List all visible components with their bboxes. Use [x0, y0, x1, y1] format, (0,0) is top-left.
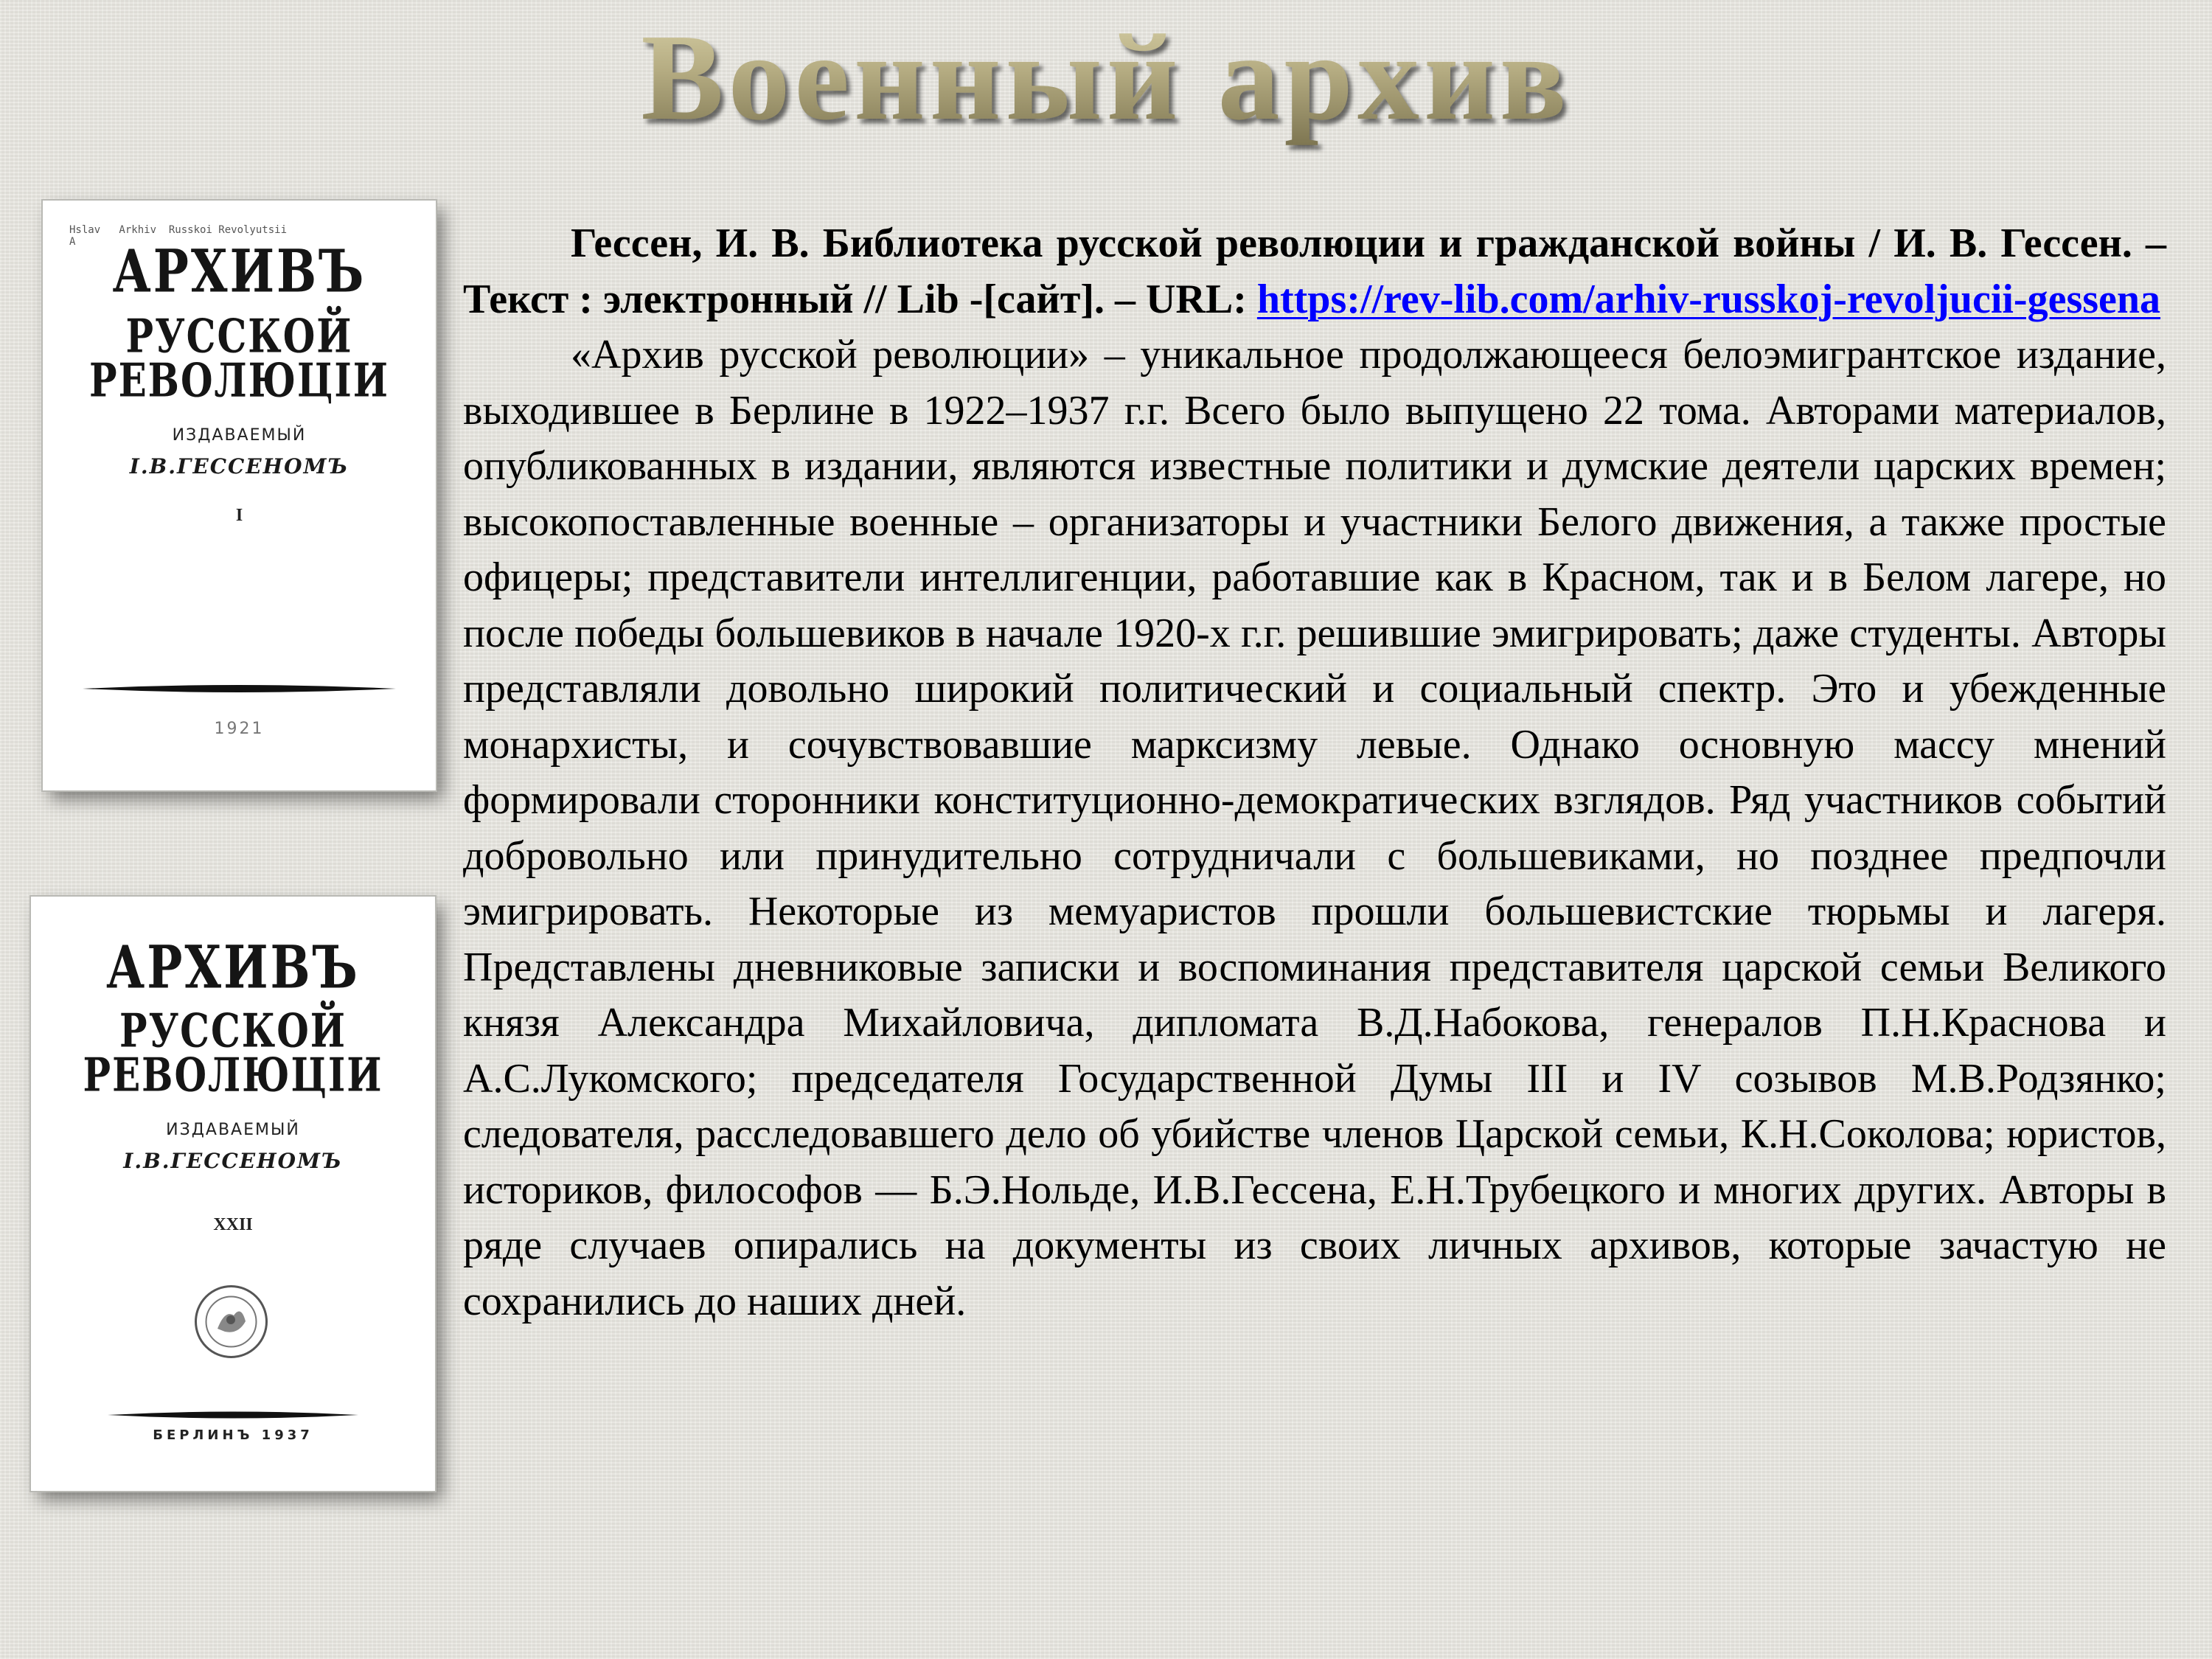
cover-title-revolution: РЕВОЛЮЦІИ	[88, 352, 390, 408]
cover-title-russian: РУССКОЙ	[125, 308, 353, 364]
cover-title-archive: АРХИВЪ	[112, 237, 366, 307]
cover-volume-number: XXII	[213, 1215, 253, 1234]
cover-title-archive: АРХИВЪ	[106, 933, 360, 1003]
book-cover-volume-22	[31, 897, 435, 1491]
archive-description: «Архив русской революции» – уникальное продолжающееся белоэмигрантское издание, выходившее в Берлине в 1922–1937 г.г. Всего было выпущено 22 тома. Авторами материалов, опубликованных в издании, являются известные политики и думские деятели царских времен; высокопоставленные военные – организаторы и участники Белого движения, а также простые офицеры; представители интеллигенции, работавшие как в Красном, так и в Белом лагере, но после победы большевиков в начале 1920-х г.г. решившие эмигрировать; даже студенты. Авторы представляли довольно широкий политический и социальный спектр. Это и убежденные монархисты, и сочувствовавшие марксизму левые. Однако основную массу мнений формировали сторонники конституционно-демократических взглядов. Ряд участников событий добровольно или принудительно сотрудничали с большевиками, но позднее предпочли эмигрировать. Некоторые из мемуаристов прошли большевистские тюрьмы и лагеря. Представлены дневниковые записки и воспоминания представителя царской семьи Великого князя Александра Михайловича, дипломата В.Д.Набокова, генералов П.Н.Краснова и А.С.Лукомского; председателя Государственной Думы III и IV созывов М.В.Родзянко; следователя, расследовавшего дело об убийстве членов Царской семьи, К.Н.Соколова; юристов, историков, философов — Б.Э.Нольде, И.В.Гессена, Е.Н.Трубецкого и многих других. Авторы в ряде случаев опирались на документы из своих личных архивов, которые зачастую не сохранились до наших дней.	[463, 332, 2166, 1324]
slide-title: Военный архив	[0, 7, 2212, 147]
cover-ornamental-rule	[83, 683, 396, 695]
book-cover-volume-1	[43, 201, 436, 790]
cover-page	[53, 211, 425, 780]
citation-url-link[interactable]: https://rev-lib.com/arhiv-russkoj-revoljucii-gessena	[1256, 276, 2161, 322]
cover-imprint: БЕРЛИНЪ 1937	[153, 1427, 313, 1443]
cover-title-revolution: РЕВОЛЮЦІИ	[83, 1047, 383, 1102]
cover-handwritten-note: Hslav Arkhiv Russkoi Revolyutsii A	[69, 224, 288, 248]
cover-title-russian: РУССКОЙ	[119, 1003, 347, 1058]
cover-editor-name: І.В.ГЕССЕНОМЪ	[123, 1149, 343, 1173]
cover-publisher-label: ИЗДАВАЕМЫЙ	[166, 1121, 300, 1139]
cover-page	[41, 907, 425, 1481]
main-text	[463, 216, 2166, 1329]
bibliographic-citation	[463, 216, 2166, 327]
cover-year: 1921	[214, 720, 265, 738]
library-stamp-icon	[192, 1283, 270, 1360]
cover-editor-name: І.В.ГЕССЕНОМЪ	[129, 454, 349, 479]
cover-ornamental-rule	[108, 1410, 358, 1420]
citation-text: Гессен, И. В. Библиотека русской революции и гражданской войны / И. В. Гессен. – Текст : электронный // Lib -[сайт]. – URL:	[463, 220, 2166, 322]
cover-publisher-label: ИЗДАВАЕМЫЙ	[172, 426, 307, 445]
cover-volume-number: I	[235, 506, 243, 525]
